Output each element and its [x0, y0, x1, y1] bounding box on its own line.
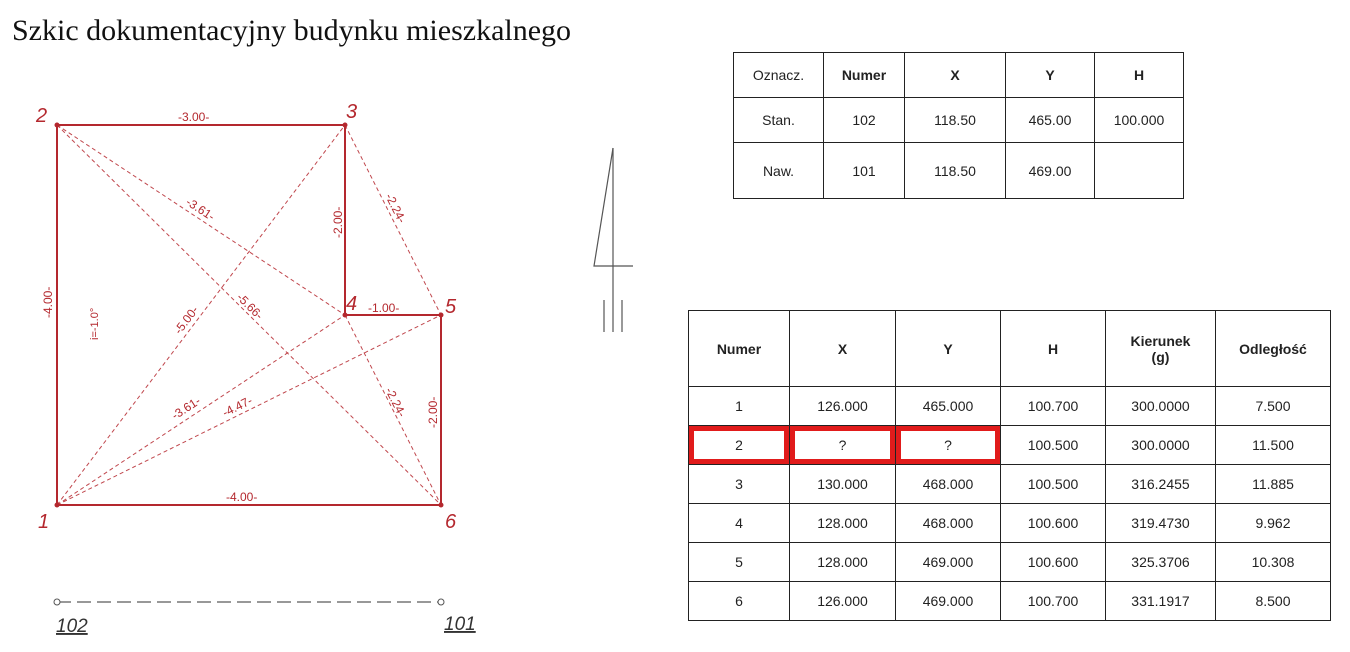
column-header: Kierunek (g): [1106, 311, 1216, 387]
station-table: [733, 52, 1184, 199]
column-header: Numer: [689, 311, 790, 387]
table-cell: 102: [824, 98, 905, 143]
table-cell: Naw.: [734, 143, 824, 199]
table-cell: Stan.: [734, 98, 824, 143]
page-title: Szkic dokumentacyjny budynku mieszkalnego: [12, 14, 572, 47]
station-label-101: 101: [444, 614, 476, 635]
dim-2-6: -5.66-: [233, 290, 266, 323]
table-cell: 100.500: [1001, 465, 1106, 504]
table-cell: 468.000: [896, 504, 1001, 543]
point-label-2: 2: [36, 105, 48, 127]
table-cell-highlighted: ?: [790, 426, 896, 465]
table-row: [734, 98, 1184, 143]
point-label-3: 3: [346, 101, 358, 123]
point-label-4: 4: [346, 293, 358, 315]
table-cell: 6: [689, 582, 790, 621]
column-header: Y: [896, 311, 1001, 387]
table-cell: 1: [689, 387, 790, 426]
table-cell: 468.000: [896, 465, 1001, 504]
table-cell: 300.0000: [1106, 387, 1216, 426]
table-cell-highlighted: 2: [689, 426, 790, 465]
table-cell: 118.50: [905, 98, 1006, 143]
table-row: [689, 582, 1331, 621]
table-cell: 8.500: [1216, 582, 1331, 621]
point-label-5: 5: [445, 296, 457, 318]
table-cell: 128.000: [790, 504, 896, 543]
column-header: X: [790, 311, 896, 387]
table-cell: 316.2455: [1106, 465, 1216, 504]
station-label-102: 102: [56, 616, 88, 637]
table-cell: 469.000: [896, 582, 1001, 621]
table-cell: 100.500: [1001, 426, 1106, 465]
table-row: [734, 143, 1184, 199]
column-header: Odległość: [1216, 311, 1331, 387]
table-header-row: [734, 53, 1184, 98]
column-header: H: [1095, 53, 1184, 98]
column-header: Numer: [824, 53, 905, 98]
column-header: Oznacz.: [734, 53, 824, 98]
dim-right: -2.00-: [426, 396, 440, 428]
dim-1-5: -4.47-: [220, 393, 255, 420]
table-cell: [1095, 143, 1184, 199]
table-cell: 100.600: [1001, 504, 1106, 543]
table-cell: 118.50: [905, 143, 1006, 199]
table-cell: 128.000: [790, 543, 896, 582]
table-cell: 9.962: [1216, 504, 1331, 543]
points-table: [688, 310, 1331, 621]
column-header: X: [905, 53, 1006, 98]
table-cell: 319.4730: [1106, 504, 1216, 543]
north-arrow-icon: [594, 148, 633, 332]
dim-step-vertical: -2.00-: [331, 206, 345, 238]
table-cell: 10.308: [1216, 543, 1331, 582]
table-cell: 101: [824, 143, 905, 199]
table-cell: 100.600: [1001, 543, 1106, 582]
dim-3-5: -2.24-: [382, 191, 410, 226]
table-cell: 130.000: [790, 465, 896, 504]
dim-bottom: -4.00-: [226, 490, 258, 504]
column-header: Y: [1006, 53, 1095, 98]
table-row: [689, 387, 1331, 426]
table-cell: 100.700: [1001, 582, 1106, 621]
table-row: [689, 504, 1331, 543]
table-row-highlighted: [689, 426, 1331, 465]
table-cell: 7.500: [1216, 387, 1331, 426]
table-cell: 3: [689, 465, 790, 504]
table-cell: 4: [689, 504, 790, 543]
dim-side-note: i=-1.0°: [89, 307, 101, 340]
table-cell: 325.3706: [1106, 543, 1216, 582]
table-row: [689, 465, 1331, 504]
table-cell-highlighted: ?: [896, 426, 1001, 465]
table-cell: 331.1917: [1106, 582, 1216, 621]
table-cell: 126.000: [790, 582, 896, 621]
table-cell: 300.0000: [1106, 426, 1216, 465]
table-cell: 11.885: [1216, 465, 1331, 504]
dim-4-6: -2.24-: [382, 385, 410, 420]
table-cell: 465.000: [896, 387, 1001, 426]
table-cell: 100.000: [1095, 98, 1184, 143]
dim-top: -3.00-: [178, 110, 210, 124]
table-cell: 469.000: [896, 543, 1001, 582]
building-sketch: [0, 0, 660, 652]
table-cell: 11.500: [1216, 426, 1331, 465]
table-cell: 465.00: [1006, 98, 1095, 143]
point-label-1: 1: [38, 511, 50, 533]
dim-2-4: -3.61-: [183, 194, 218, 224]
dim-left: -4.00-: [41, 286, 55, 318]
table-cell: 126.000: [790, 387, 896, 426]
dim-1-4: -3.61-: [169, 393, 203, 423]
table-cell: 5: [689, 543, 790, 582]
table-cell: 469.00: [1006, 143, 1095, 199]
dim-1-3: -5.00-: [171, 303, 202, 337]
point-label-6: 6: [445, 511, 457, 533]
column-header: H: [1001, 311, 1106, 387]
table-row: [689, 543, 1331, 582]
dim-step-horizontal: -1.00-: [368, 301, 400, 315]
table-header-row: [689, 311, 1331, 387]
table-cell: 100.700: [1001, 387, 1106, 426]
